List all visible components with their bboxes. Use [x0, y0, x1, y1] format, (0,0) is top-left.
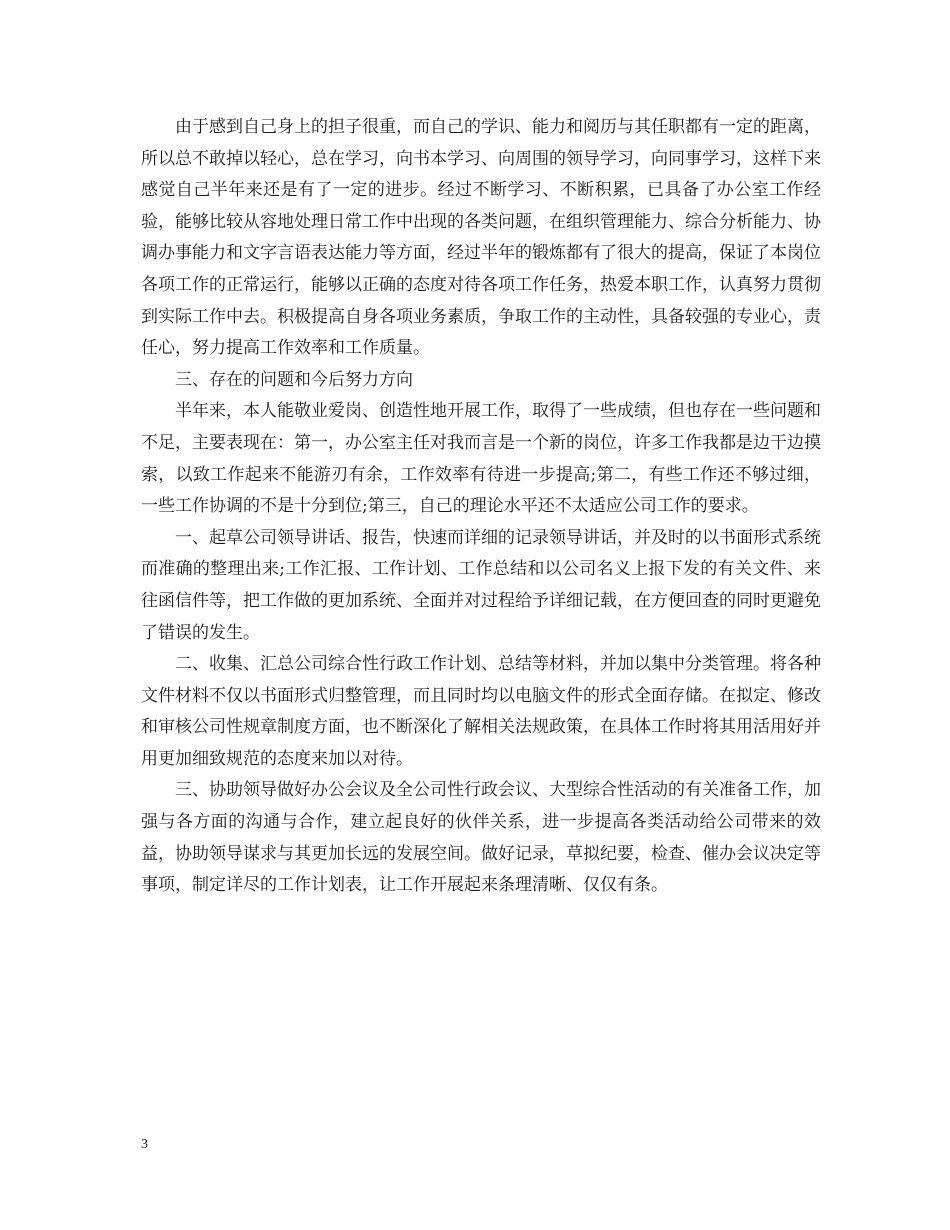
paragraph-item-three: 三、协助领导做好办公会议及全公司性行政会议、大型综合性活动的有关准备工作，加强与各方面的沟通与合作，建立起良好的伙伴关系，进一步提高各类活动给公司带来的效益，协助领导谋求与其更加长远的发展空间。做好记录，草拟纪要，检查、催办会议决定等事项，制定详尽的工作计划表，让工作开展起来条理清晰、仅仅有条。 [141, 780, 821, 896]
paragraph-item-two: 二、收集、汇总公司综合性行政工作计划、总结等材料，并加以集中分类管理。将各种文件材料不仅以书面形式归整管理，而且同时均以电脑文件的形式全面存储。在拟定、修改和审核公司性规章制度方面，也不断深化了解相关法规政策，在具体工作时将其用活用好并用更加细致规范的态度来加以对待。 [141, 654, 821, 769]
document-body [141, 112, 821, 902]
paragraph-item-one: 一、起草公司领导讲话、报告，快速而详细的记录领导讲话，并及时的以书面形式系统而准确的整理出来;工作汇报、工作计划、工作总结和以公司名义上报下发的有关文件、来往函信件等，把工作做的更加系统、全面并对过程给予详细记载，在方便回查的同时更避免了错误的发生。 [141, 527, 821, 643]
paragraph-self-study: 由于感到自己身上的担子很重，而自己的学识、能力和阅历与其任职都有一定的距离，所以总不敢掉以轻心，总在学习，向书本学习、向周围的领导学习，向同事学习，这样下来感觉自己半年来还是有了一定的进步。经过不断学习、不断积累，已具备了办公室工作经验，能够比较从容地处理日常工作中出现的各类问题，在组织管理能力、综合分析能力、协调办事能力和文字言语表达能力等方面，经过半年的锻炼都有了很大的提高，保证了本岗位各项工作的正常运行，能够以正确的态度对待各项工作任务，热爱本职工作，认真努力贯彻到实际工作中去。积极提高自身各项业务素质，争取工作的主动性，具备较强的专业心，责任心，努力提高工作效率和工作质量。 [141, 117, 821, 359]
page-number: 3 [141, 1137, 148, 1152]
paragraph-problems: 半年来，本人能敬业爱岗、创造性地开展工作，取得了一些成绩，但也存在一些问题和不足，主要表现在：第一，办公室主任对我而言是一个新的岗位，许多工作我都是边干边摸索，以致工作起来不能游刃有余，工作效率有待进一步提高;第二，有些工作还不够过细，一些工作协调的不是十分到位;第三，自己的理论水平还不太适应公司工作的要求。 [141, 401, 821, 517]
section-heading-problems: 三、存在的问题和今后努力方向 [175, 369, 413, 390]
